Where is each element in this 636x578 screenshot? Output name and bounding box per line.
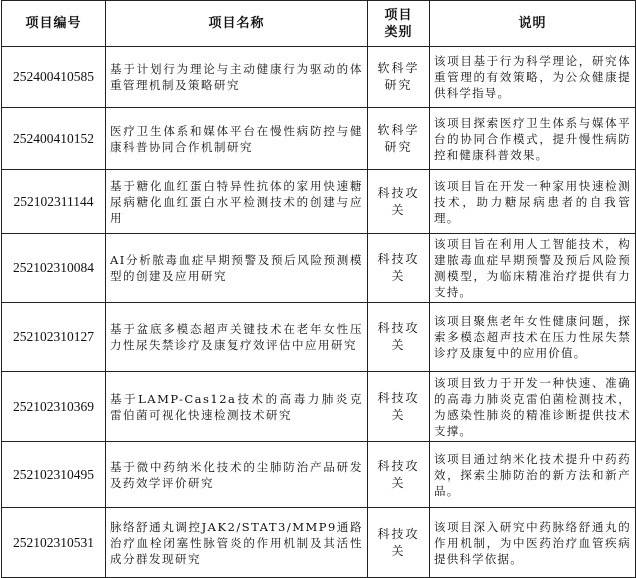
project-name-cell: 脉络舒通丸调控JAK2/STAT3/MMP9通路治疗血栓闭塞性脉管炎的作用机制及其活性成分群发现研究 [106, 508, 368, 578]
project-name-cell: 基于LAMP-Cas12a技术的高毒力肺炎克雷伯菌可视化快速检测技术研究 [106, 372, 368, 442]
project-type-cell: 科技攻关 [368, 234, 430, 303]
project-name-cell: AI分析脓毒血症早期预警及预后风险预测模型的创建及应用研究 [106, 234, 368, 303]
project-desc-cell: 该项目旨在利用人工智能技术，构建脓毒血症早期预警及预后风险预测模型，为临床精准治疗提供有力支持。 [430, 234, 636, 303]
project-desc-cell: 该项目深入研究中药脉络舒通丸的作用机制，为中医药治疗血管疾病提供科学依据。 [430, 508, 636, 578]
project-desc-cell: 该项目探索医疗卫生体系与媒体平台的协同合作模式，提升慢性病防控和健康科普效果。 [430, 108, 636, 170]
project-name-cell: 基于计划行为理论与主动健康行为驱动的体重管理机制及策略研究 [106, 47, 368, 108]
project-name-cell: 基于盆底多模态超声关键技术在老年女性压力性尿失禁诊疗及康复疗效评估中应用研究 [106, 303, 368, 372]
header-project-type: 项目类别 [368, 1, 430, 47]
project-id-cell: 252102311144 [2, 170, 106, 234]
project-id-cell: 252102310084 [2, 234, 106, 303]
table-row [2, 234, 636, 303]
project-name-cell: 基于微中药纳米化技术的尘肺防治产品研发及药效学评价研究 [106, 442, 368, 508]
project-desc-cell: 该项目旨在开发一种家用快速检测技术，助力糖尿病患者的自我管理。 [430, 170, 636, 234]
project-type-cell: 科技攻关 [368, 372, 430, 442]
table-row [2, 108, 636, 170]
project-name-cell: 基于糖化血红蛋白特异性抗体的家用快速糖尿病糖化血红蛋白水平检测技术的创建与应用 [106, 170, 368, 234]
project-desc-cell: 该项目致力于开发一种快速、准确的高毒力肺炎克雷伯菌检测技术，为感染性肺炎的精准诊断提供技术支撑。 [430, 372, 636, 442]
project-type-cell: 软科学研究 [368, 108, 430, 170]
project-id-cell: 252102310495 [2, 442, 106, 508]
project-desc-cell: 该项目基于行为科学理论，研究体重管理的有效策略，为公众健康提供科学指导。 [430, 47, 636, 108]
table-header-row [2, 1, 636, 47]
header-project-id: 项目编号 [2, 1, 106, 47]
table-row [2, 372, 636, 442]
project-id-cell: 252102310531 [2, 508, 106, 578]
table-row [2, 303, 636, 372]
project-type-cell: 科技攻关 [368, 442, 430, 508]
project-desc-cell: 该项目通过纳米化技术提升中药药效，探索尘肺防治的新方法和新产品。 [430, 442, 636, 508]
project-id-cell: 252102310369 [2, 372, 106, 442]
project-type-cell: 科技攻关 [368, 303, 430, 372]
project-type-cell: 科技攻关 [368, 508, 430, 578]
table-row [2, 508, 636, 578]
table-row [2, 442, 636, 508]
project-type-cell: 科技攻关 [368, 170, 430, 234]
project-id-cell: 252400410585 [2, 47, 106, 108]
header-project-name: 项目名称 [106, 1, 368, 47]
project-type-cell: 软科学研究 [368, 47, 430, 108]
project-id-cell: 252400410152 [2, 108, 106, 170]
table-row [2, 47, 636, 108]
project-name-cell: 医疗卫生体系和媒体平台在慢性病防控与健康科普协同合作机制研究 [106, 108, 368, 170]
project-desc-cell: 该项目聚焦老年女性健康问题，探索多模态超声技术在压力性尿失禁诊疗及康复中的应用价值。 [430, 303, 636, 372]
project-id-cell: 252102310127 [2, 303, 106, 372]
projects-table [1, 0, 636, 578]
table-row [2, 170, 636, 234]
header-description: 说明 [430, 1, 636, 47]
